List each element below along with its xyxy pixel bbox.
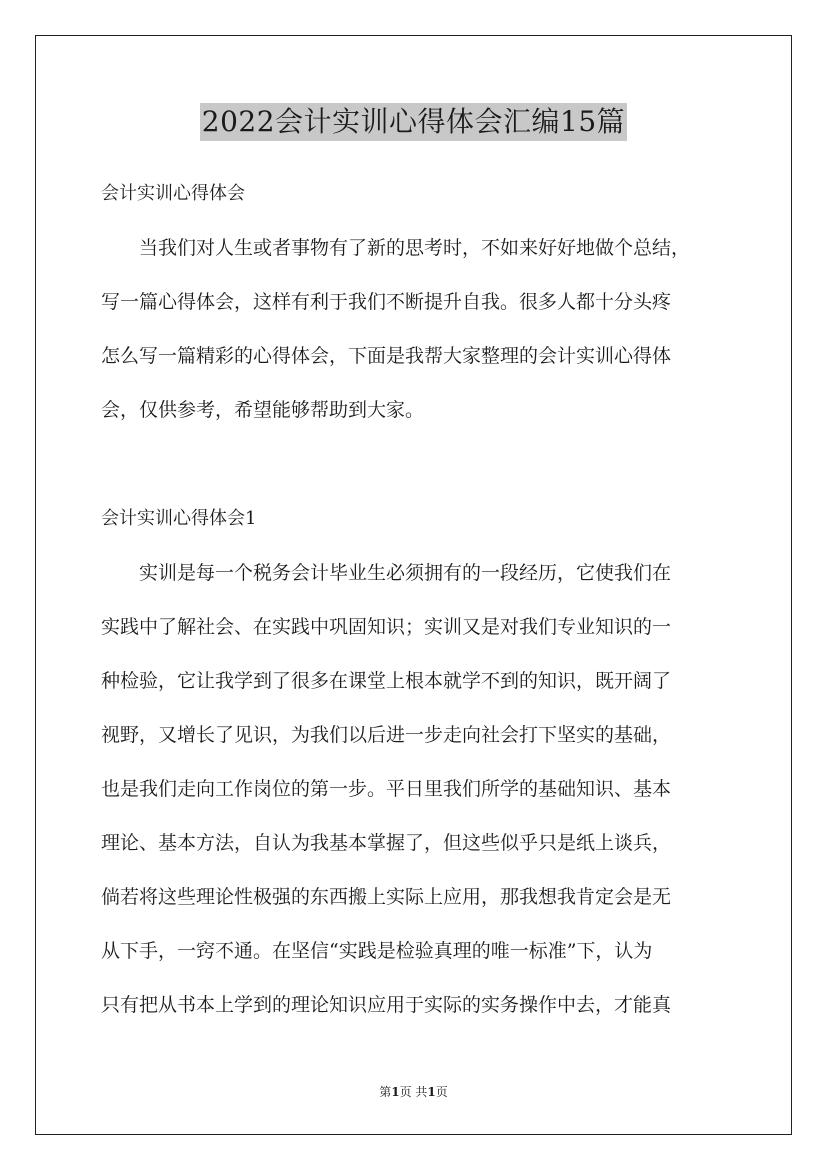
paragraph-line: 视野，又增长了见识，为我们以后进一步走向社会打下坚实的基础， <box>101 724 672 746</box>
paragraph-line: 倘若将这些理论性极强的东西搬上实际上应用，那我想我肯定会是无 <box>101 886 672 908</box>
paragraph-line: 也是我们走向工作岗位的第一步。平日里我们所学的基础知识、基本 <box>101 778 672 800</box>
title-container <box>0 103 827 141</box>
section-heading: 会计实训心得体会1 <box>101 508 257 529</box>
paragraph-line: 写一篇心得体会，这样有利于我们不断提升自我。很多人都十分头疼 <box>101 291 672 313</box>
paragraph-line: 只有把从书本上学到的理论知识应用于实际的实务操作中去，才能真 <box>101 994 672 1016</box>
paragraph-line: 当我们对人生或者事物有了新的思考时，不如来好好地做个总结， <box>139 237 691 259</box>
footer-page-current: 1 <box>391 1085 400 1099</box>
paragraph-line: 会，仅供参考，希望能够帮助到大家。 <box>101 399 425 421</box>
intro-heading: 会计实训心得体会 <box>101 183 245 204</box>
paragraph-line: 种检验，它让我学到了很多在课堂上根本就学不到的知识，既开阔了 <box>101 670 672 692</box>
paragraph-line: 实训是每一个税务会计毕业生必须拥有的一段经历，它使我们在 <box>139 562 672 584</box>
footer-page-mid: 页 共 <box>399 1085 428 1099</box>
footer-page-prefix: 第 <box>379 1085 392 1099</box>
paragraph-line: 实践中了解社会、在实践中巩固知识；实训又是对我们专业知识的一 <box>101 616 672 638</box>
footer-page-total: 1 <box>427 1085 436 1099</box>
page-footer <box>0 1084 827 1100</box>
document-title: 2022会计实训心得体会汇编15篇 <box>200 103 627 141</box>
footer-page-suffix: 页 <box>435 1085 448 1099</box>
paragraph-line: 怎么写一篇精彩的心得体会，下面是我帮大家整理的会计实训心得体 <box>101 345 672 367</box>
paragraph-line: 理论、基本方法，自认为我基本掌握了，但这些似乎只是纸上谈兵， <box>101 832 672 854</box>
paragraph-line: 从下手，一窍不通。在坚信“实践是检验真理的唯一标准”下，认为 <box>101 940 653 962</box>
